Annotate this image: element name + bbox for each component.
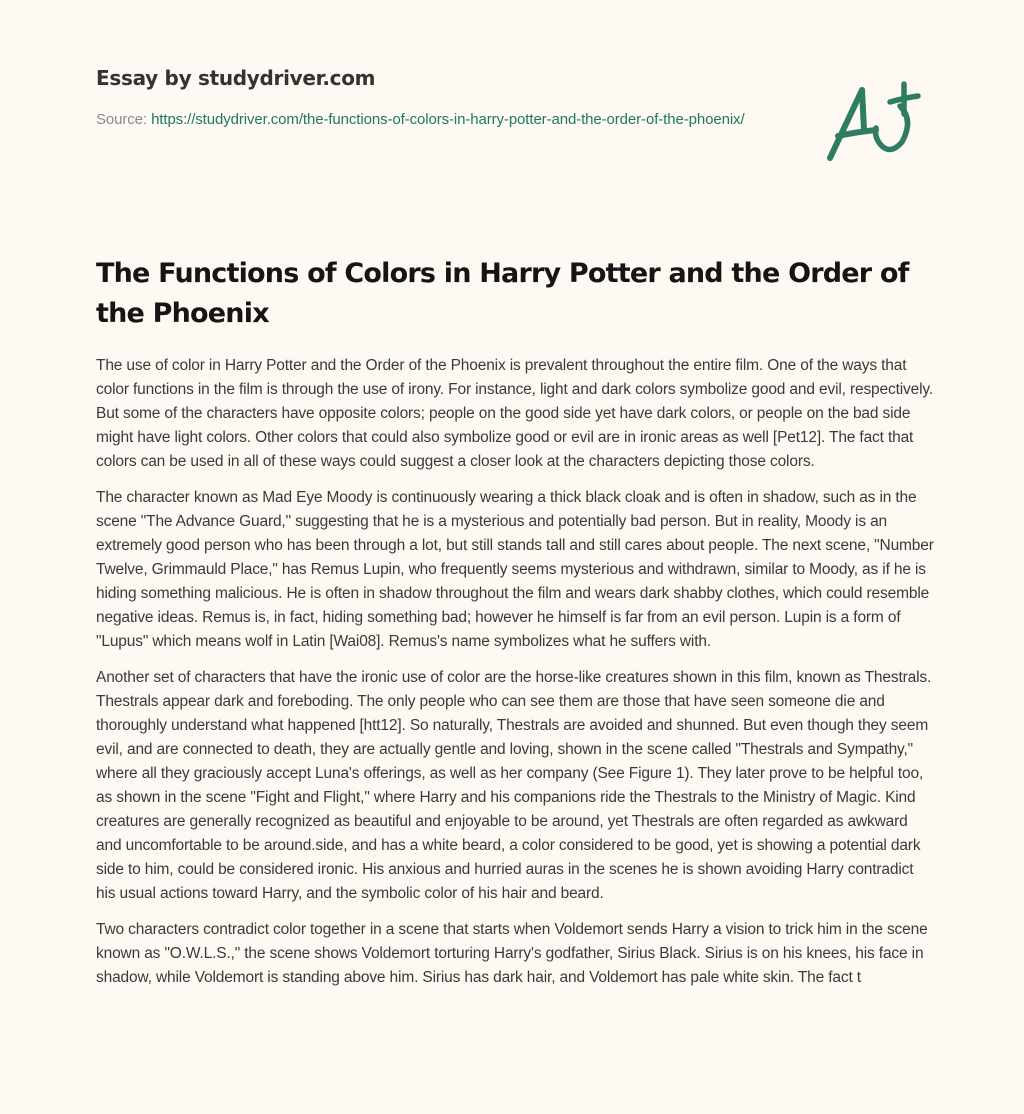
article-title: The Functions of Colors in Harry Potter and the Order of the Phoenix — [96, 258, 909, 329]
article-paragraph: Two characters contradict color together in a scene that starts when Voldemort sends Harry a vision to trick him in the scene known as "O.W.L.S.," the scene shows Voldemort torturing Harry's godfather, Sirius Black. Sirius is on his knees, his face in shadow, while Voldemort is standing above him. Sirius has dark hair, and Voldemort has pale white skin. The fact t — [96, 921, 928, 986]
page-header — [96, 62, 776, 132]
source-link[interactable]: https://studydriver.com/the-functions-of-colors-in-harry-potter-and-the-order-of-the-phoenix/ — [151, 111, 745, 128]
a-plus-grade-icon — [818, 66, 930, 166]
article-paragraph: The use of color in Harry Potter and the Order of the Phoenix is prevalent throughout the entire film. One of the ways that color functions in the film is through the use of irony. For instance, light and dark colors symbolize good and evil, respectively. But some of the characters have opposite colors; people on the good side yet have dark colors, or people on the bad side might have light colors. Other colors that could also symbolize good or evil are in ironic areas as well [Pet12]. The fact that colors can be used in all of these ways could suggest a closer look at the characters depicting those colors. — [96, 357, 934, 470]
article-paragraph: Another set of characters that have the ironic use of color are the horse-like creatures shown in this film, known as Thestrals. Thestrals appear dark and foreboding. The only people who can see them are those that have seen someone die and thoroughly understand what happened [htt12]. So naturally, Thestrals are avoided and shunned. But even though they seem evil, and are connected to death, they are actually gentle and loving, shown in the scene called "Thestrals and Sympathy," where all they graciously accept Luna's offerings, as well as her company (See Figure 1). They later prove to be helpful too, as shown in the scene "Fight and Flight," where Harry and his companions ride the Thestrals to the Ministry of Magic. Kind creatures are generally recognized as beautiful and enjoyable to be around, yet Thestrals are often regarded as awkward and uncomfortable to be around.side, and has a white beard, a color considered to be good, yet is showing a potential dark side to him, could be considered ironic. His anxious and hurried auras in the scenes he is shown avoiding Harry contradict his usual actions toward Harry, and the symbolic color of his hair and beard. — [96, 669, 932, 902]
source-label: Source: — [96, 111, 152, 128]
site-brand: Essay by studydriver.com — [96, 66, 376, 90]
article-paragraph: The character known as Mad Eye Moody is continuously wearing a thick black cloak and is often in shadow, such as in the scene "The Advance Guard," suggesting that he is a mysterious and potentially bad person. But in reality, Moody is an extremely good person who has been through a lot, but still stands tall and still cares about people. The next scene, "Number Twelve, Grimmauld Place," has Remus Lupin, who frequently seems mysterious and withdrawn, similar to Moody, as if he is hiding something malicious. He is often in shadow throughout the film and wears dark shabby clothes, which could resemble negative ideas. Remus is, in fact, hiding something bad; however he himself is far from an evil person. Lupin is a form of "Lupus" which means wolf in Latin [Wai08]. Remus's name symbolizes what he suffers with. — [96, 489, 934, 650]
article-body — [96, 354, 936, 1002]
source-line — [96, 108, 776, 132]
